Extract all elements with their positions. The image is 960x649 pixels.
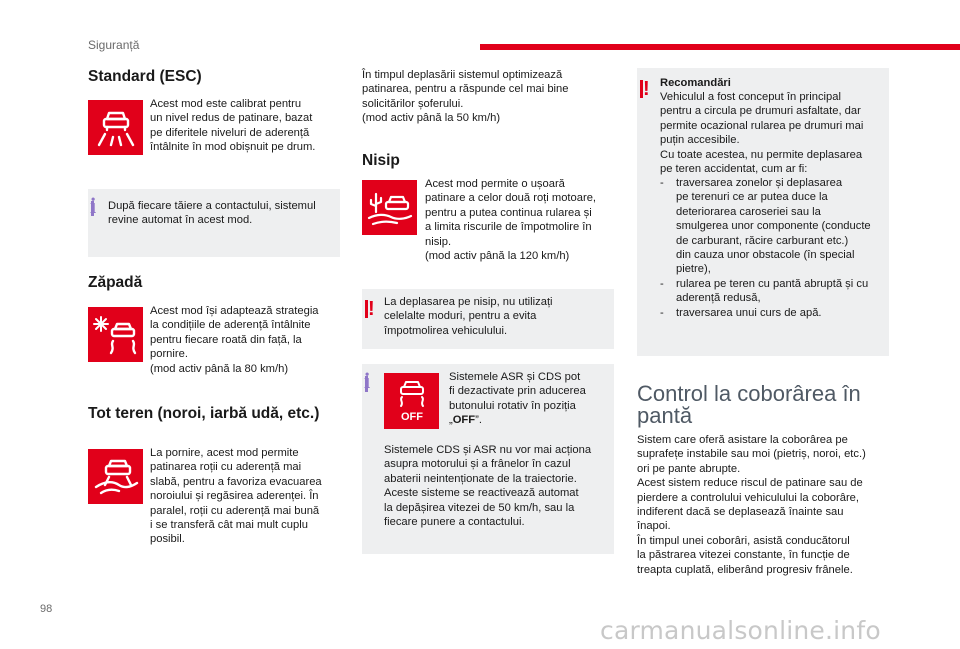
off-icon-label: OFF — [400, 411, 423, 423]
watermark: carmanualsonline.info — [600, 616, 881, 645]
list-item-text: traversarea unui curs de apă. — [676, 307, 822, 319]
recommendations-text: Vehiculul a fost conceput în principal pentru a circula pe drumuri asfaltate, dar permite ocazional rularea pe drumuri mai puțin accesibile. Cu toate acestea, nu permite deplasarea pe teren accidentat, cum ar fi: — [660, 91, 864, 176]
info-note-text: După fiecare tăiere a contactului, sistemul revine automat în acest mod. — [108, 200, 316, 227]
list-dash: - — [660, 177, 664, 189]
heading-hill-descent-control: Control la coborârea în pantă — [637, 381, 861, 428]
info-note-reset — [88, 189, 340, 257]
esp-off-text-a: Sistemele ASR și CDS pot fi dezactivate prin aducerea butonului rotativ în poziția „ — [449, 371, 586, 427]
warning-note-sand — [362, 289, 614, 349]
recommendations-title: Recomandări — [660, 77, 731, 89]
mode-intro-text: În timpul deplasării sistemul optimizează patinarea, pentru a răspunde cel mai bine solicitărilor șoferului. (mod activ până la 50 km/h) — [362, 69, 569, 125]
warning-note-sand-text: La deplasarea pe nisip, nu utilizați celelalte moduri, pentru a evita împotmolirea vehiculului. — [384, 296, 553, 337]
esp-off-text-bold: OFF — [452, 414, 476, 427]
info-note-off — [362, 364, 614, 554]
list-item-text: traversarea zonelor și deplasarea pe terenuri ce ar putea duce la deteriorarea caroseriei sau la smulgerea unor componente (conducte de carburant, răcire carburant etc.) din cauza unor obstacole (în special pietre), — [676, 177, 871, 276]
esp-off-text — [449, 370, 614, 428]
sand-mode-icon — [362, 180, 417, 235]
esp-off-icon — [384, 373, 439, 429]
section-header: Siguranță — [88, 38, 140, 52]
esp-off-details: Sistemele CDS și ASR nu vor mai acționa asupra motorului și a frânelor în cazul abaterii neintenționate de la traiectorie. Aceste sisteme se reactivează automat la depășirea vitezei de 50 km/h, sau la fiecare punere a contactului. — [384, 444, 592, 529]
warning-icon: ! — [643, 78, 650, 100]
info-icon: i — [90, 193, 97, 218]
heading-sand: Nisip — [362, 152, 400, 169]
page-number: 98 — [40, 603, 53, 615]
esp-off-text-b: ”. — [475, 414, 482, 427]
header-accent-bar — [480, 44, 960, 50]
hill-descent-text: Sistem care oferă asistare la coborârea pe suprafețe instabile sau moi (pietriș, noroi, etc.) ori pe pante abrupte. Acest sistem reduce riscul de patinare sau de pierdere a controlului vehiculului la coborâre, indiferent dacă se deplasează înainte sau înapoi. În timpul unei coborâri, asistă conducătorul la păstrarea vitezei constante, în funcție de treapta cuplată, eliberând progresiv frânele. — [637, 434, 866, 576]
heading-standard-esc: Standard (ESC) — [88, 68, 202, 85]
warning-icon: ! — [368, 298, 375, 320]
snow-mode-icon — [88, 307, 143, 362]
standard-mode-text: Acest mod este calibrat pentru un nivel redus de patinare, bazat pe diferitele niveluri de aderență întâlnite în mod obișnuit pe drum. — [150, 98, 316, 154]
esc-mode-icon — [88, 100, 143, 155]
all-terrain-mode-text: La pornire, acest mod permite patinarea roții cu aderență mai slabă, pentru a favoriza evacuarea noroiului și regăsirea aderenței. În paralel, roții cu aderență mai bună i se transferă cât mai mult cuplu posibil. — [150, 447, 322, 546]
info-icon: i — [364, 368, 371, 393]
all-terrain-mode-icon — [88, 449, 143, 504]
list-dash: - — [660, 278, 664, 290]
sand-mode-text: Acest mod permite o ușoară patinare a celor două roți motoare, pentru a putea continua rularea și a limita riscurile de împotmolire în nisip. (mod activ până la 120 km/h) — [425, 178, 597, 263]
list-dash: - — [660, 307, 664, 319]
heading-snow: Zăpadă — [88, 274, 143, 291]
list-item-text: rularea pe teren cu pantă abruptă și cu aderență redusă, — [676, 278, 869, 305]
heading-all-terrain: Tot teren (noroi, iarbă udă, etc.) — [88, 405, 320, 422]
recommendations-note — [637, 68, 889, 356]
snow-mode-text: Acest mod își adaptează strategia la condițiile de aderență întâlnite pentru fiecare roată din față, la pornire. (mod activ până la 80 km/h) — [150, 305, 319, 375]
